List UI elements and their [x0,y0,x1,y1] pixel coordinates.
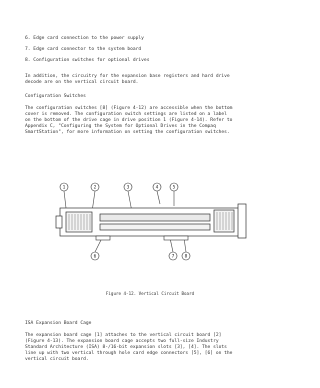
paragraph-line: on the bottom of the drive cage in drive position 1 (Figure 4-14). Refer to [25,118,233,123]
paragraph-line: (Figure 4-13). The expansion board cage accepts two full-size Industry [25,339,219,344]
paragraph-line: In addition, the circuitry for the expansion base registers and hard drive [25,74,230,79]
paragraph-line: SmartStation", for more information on setting the configuration switches. [25,130,230,135]
callout-number: 4 [155,185,159,191]
callout-number: 6 [93,254,97,260]
vertical-circuit-board-figure [52,178,248,266]
paragraph-line: cover is removed. The configuration switch settings are listed on a label [25,112,227,117]
paragraph-line: The configuration switches [8] (Figure 4-12) are accessible when the bottom [25,106,233,111]
callout-number: 3 [126,185,130,191]
callout-number: 5 [172,185,176,191]
paragraph-line: vertical circuit board. [25,357,89,362]
circuit-board [56,204,246,238]
section-heading: Configuration Switches [25,94,86,99]
board-tabs [96,236,188,240]
callout-number: 8 [184,254,188,260]
callout-number: 7 [171,254,175,260]
list-item: 7. Edge card connector to the system board [25,47,142,52]
paragraph-line: decode are on the vertical circuit board. [25,80,139,85]
paragraph-line: The expansion board cage [1] attaches to the vertical circuit board [2] [25,333,222,338]
paragraph-line: Standard Architecture (ISA) 8-/16-bit expansion slots [3], [4]. The slots [25,345,227,350]
section-heading: ISA Expansion Board Cage [25,321,92,326]
list-item: 6. Edge card connection to the power supply [25,36,144,41]
figure-caption: Figure 4-12. Vertical Circuit Board [105,291,195,296]
list-item: 8. Configuration switches for optional drives [25,58,150,63]
callout-number: 1 [62,185,66,191]
paragraph-line: Appendix C, "Configuring the System for Optional Drives in the Compaq [25,124,216,129]
paragraph-line: line up with two vertical through hole card edge connectors [5], [6] on the [25,351,233,356]
callout-number: 2 [93,185,97,191]
